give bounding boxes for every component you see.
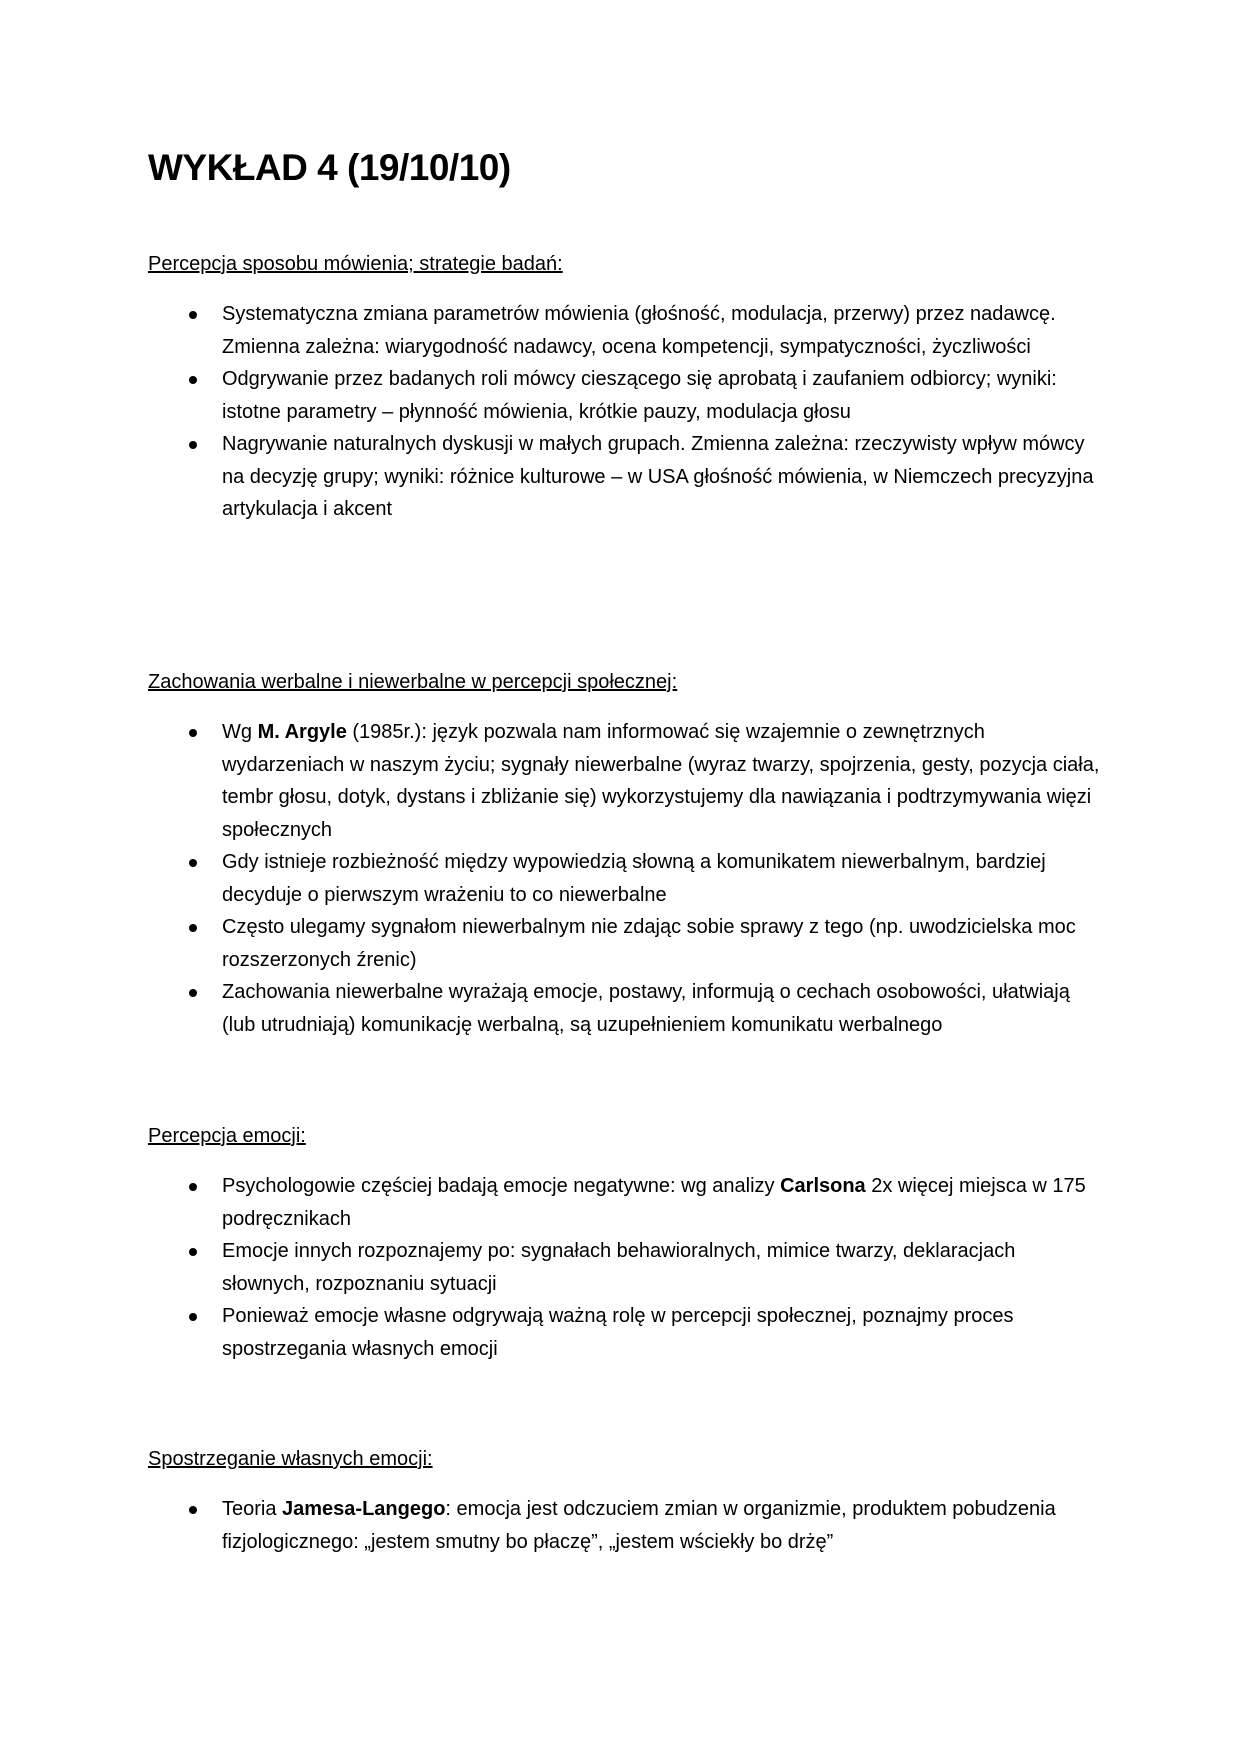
bullet-icon [189,1248,197,1256]
list-item-text: Często ulegamy sygnałom niewerbalnym nie zdając sobie sprawy z tego (np. uwodzicielska moc rozszerzonych źrenic) [222,916,1076,971]
section-heading: Percepcja sposobu mówienia; strategie badań: [148,253,563,275]
list-item-text: Nagrywanie naturalnych dyskusji w małych grupach. Zmienna zależna: rzeczywisty wpływ mówcy na decyzję grupy; wyniki: różnice kulturowe – w USA głośność mówienia, w Niemczech precyzyjna artykulacja i akcent [222,433,1094,520]
bullet-icon [189,376,197,384]
bullet-list [148,1170,1100,1365]
list-item [148,1300,1100,1365]
section-heading: Spostrzeganie własnych emocji: [148,1448,433,1470]
list-item [148,976,1100,1041]
section-speech-perception [148,252,1100,526]
bullet-icon [189,441,197,449]
bullet-list [148,716,1100,1041]
bullet-icon [189,729,197,737]
list-item-text: Zachowania niewerbalne wyrażają emocje, postawy, informują o cechach osobowości, ułatwiają (lub utrudniają) komunikację werbalną, są uzupełnieniem komunikatu werbalnego [222,981,1070,1036]
list-item [148,911,1100,976]
list-item [148,298,1100,363]
list-item-text: Gdy istnieje rozbieżność między wypowiedzią słowną a komunikatem niewerbalnym, bardziej decyduje o pierwszym wrażeniu to co niewerbalne [222,851,1046,906]
bullet-list [148,298,1100,526]
list-item-text-post: (1985r.): język pozwala nam informować się wzajemnie o zewnętrznych wydarzeniach w naszym życiu; sygnały niewerbalne (wyraz twarzy, spojrzenia, gesty, pozycja ciała, tembr głosu, dotyk, dystans i zbliżanie się) wykorzystujemy dla nawiązania i podtrzymywania więzi społecznych [222,721,1100,841]
list-item-text: Systematyczna zmiana parametrów mówienia (głośność, modulacja, przerwy) przez nadawcę. Zmienna zależna: wiarygodność nadawcy, ocena kompetencji, sympatyczności, życzliwości [222,303,1056,358]
theory-name: Jamesa-Langego [282,1498,446,1520]
section-emotion-perception [148,1124,1100,1365]
list-item [148,428,1100,526]
list-item [148,1170,1100,1235]
bullet-icon [189,311,197,319]
list-item [148,716,1100,846]
bullet-icon [189,1313,197,1321]
list-item [148,846,1100,911]
list-item-text-pre: Teoria [222,1498,283,1520]
author-name: M. Argyle [257,721,347,743]
list-item-text-post: : emocja jest odczuciem zmian w organizmie, produktem pobudzenia fizjologicznego: „jestem smutny bo płaczę”, „jestem wściekły bo drżę” [222,1498,1056,1553]
section-heading: Percepcja emocji: [148,1125,306,1147]
list-item-text: Ponieważ emocje własne odgrywają ważną rolę w percepcji społecznej, poznajmy proces spostrzegania własnych emocji [222,1305,1014,1360]
bullet-icon [189,1506,197,1514]
list-item-text: Odgrywanie przez badanych roli mówcy cieszącego się aprobatą i zaufaniem odbiorcy; wyniki: istotne parametry – płynność mówienia, krótkie pauzy, modulacja głosu [222,368,1057,423]
list-item-text: Emocje innych rozpoznajemy po: sygnałach behawioralnych, mimice twarzy, deklaracjach słownych, rozpoznaniu sytuacji [222,1240,1016,1295]
list-item [148,1235,1100,1300]
list-item [148,1493,1100,1558]
section-verbal-nonverbal [148,670,1100,1041]
section-own-emotions [148,1447,1100,1558]
list-item [148,363,1100,428]
bullet-icon [189,924,197,932]
document-title: WYKŁAD 4 (19/10/10) [148,147,511,188]
section-heading: Zachowania werbalne i niewerbalne w percepcji społecznej: [148,671,678,693]
bullet-list [148,1493,1100,1558]
bullet-icon [189,1183,197,1191]
list-item-text-pre: Psychologowie częściej badają emocje negatywne: wg analizy [222,1175,781,1197]
bullet-icon [189,859,197,867]
list-item-text-post: 2x więcej miejsca w 175 podręcznikach [222,1175,1086,1230]
author-name: Carlsona [780,1175,866,1197]
bullet-icon [189,989,197,997]
list-item-text-pre: Wg [222,721,258,743]
